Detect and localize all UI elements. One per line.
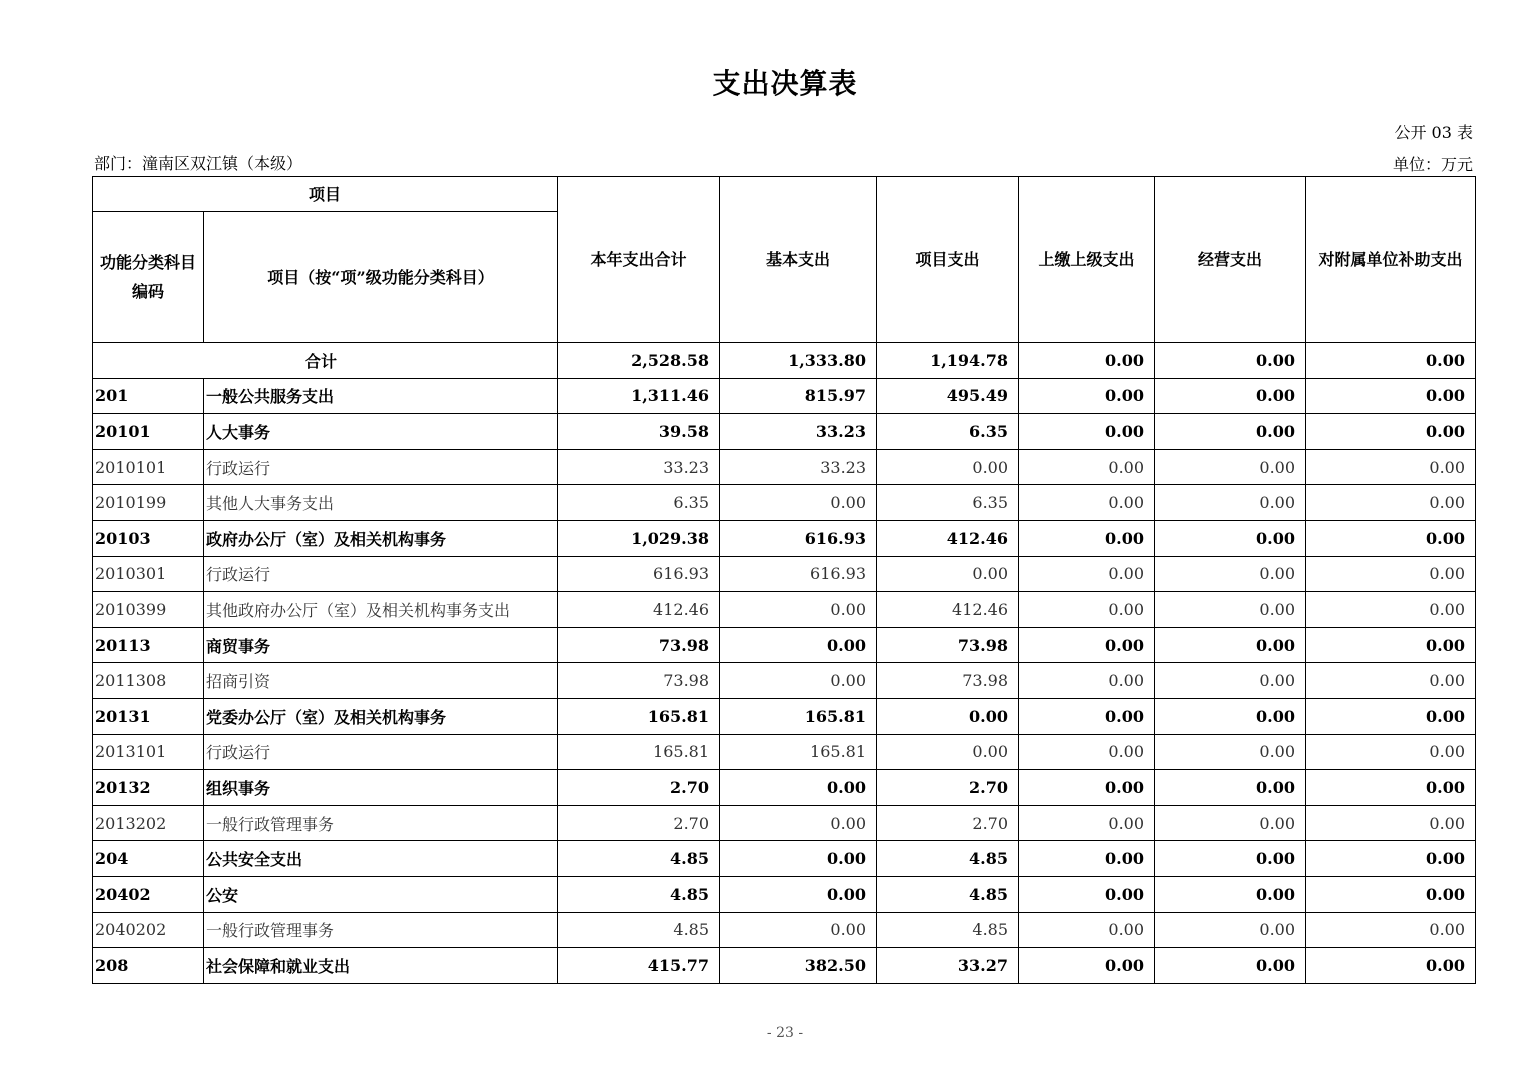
cell-name: 公共安全支出: [204, 841, 558, 877]
cell-basic: 165.81: [720, 698, 877, 734]
cell-name: 公安: [204, 876, 558, 912]
cell-business: 0.00: [1155, 414, 1306, 450]
cell-business: 0.00: [1155, 663, 1306, 699]
cell-project: 412.46: [877, 592, 1019, 628]
cell-business: 0.00: [1155, 770, 1306, 806]
cell-name: 政府办公厅（室）及相关机构事务: [204, 520, 558, 556]
table-row: [93, 485, 1476, 521]
cell-upper: 0.00: [1019, 770, 1155, 806]
cell-basic: 382.50: [720, 948, 877, 984]
table-row: [93, 698, 1476, 734]
table-row: [93, 520, 1476, 556]
cell-code: 20131: [93, 698, 204, 734]
cell-code: 20101: [93, 414, 204, 450]
total-total: 2,528.58: [558, 343, 720, 379]
cell-project: 73.98: [877, 627, 1019, 663]
cell-name: 行政运行: [204, 449, 558, 485]
cell-project: 0.00: [877, 556, 1019, 592]
cell-code: 2011308: [93, 663, 204, 699]
cell-upper: 0.00: [1019, 948, 1155, 984]
cell-name: 社会保障和就业支出: [204, 948, 558, 984]
cell-basic: 0.00: [720, 841, 877, 877]
cell-name: 一般公共服务支出: [204, 378, 558, 414]
cell-business: 0.00: [1155, 876, 1306, 912]
cell-business: 0.00: [1155, 805, 1306, 841]
cell-subsidy: 0.00: [1306, 449, 1476, 485]
cell-code: 204: [93, 841, 204, 877]
table-row: [93, 841, 1476, 877]
cell-business: 0.00: [1155, 485, 1306, 521]
page-number: - 23 -: [766, 1025, 804, 1041]
cell-project: 495.49: [877, 378, 1019, 414]
cell-upper: 0.00: [1019, 378, 1155, 414]
cell-upper: 0.00: [1019, 734, 1155, 770]
expenditure-table: [92, 176, 1476, 984]
cell-code: 2013202: [93, 805, 204, 841]
table-row: [93, 627, 1476, 663]
cell-name: 人大事务: [204, 414, 558, 450]
cell-code: 2010301: [93, 556, 204, 592]
cell-total: 1,311.46: [558, 378, 720, 414]
cell-total: 4.85: [558, 841, 720, 877]
cell-upper: 0.00: [1019, 449, 1155, 485]
table-row: [93, 378, 1476, 414]
cell-name: 党委办公厅（室）及相关机构事务: [204, 698, 558, 734]
cell-upper: 0.00: [1019, 663, 1155, 699]
cell-total: 415.77: [558, 948, 720, 984]
cell-project: 6.35: [877, 485, 1019, 521]
cell-project: 4.85: [877, 876, 1019, 912]
cell-upper: 0.00: [1019, 556, 1155, 592]
cell-basic: 0.00: [720, 627, 877, 663]
cell-upper: 0.00: [1019, 485, 1155, 521]
cell-total: 616.93: [558, 556, 720, 592]
unit-label: 单位：万元: [1392, 155, 1473, 174]
cell-project: 2.70: [877, 770, 1019, 806]
header-upper: 上缴上级支出: [1019, 177, 1155, 343]
cell-business: 0.00: [1155, 841, 1306, 877]
table-row: [93, 449, 1476, 485]
cell-basic: 0.00: [720, 592, 877, 628]
cell-basic: 0.00: [720, 770, 877, 806]
cell-code: 2040202: [93, 912, 204, 948]
cell-name: 行政运行: [204, 734, 558, 770]
table-row: [93, 592, 1476, 628]
cell-name: 行政运行: [204, 556, 558, 592]
cell-code: 20132: [93, 770, 204, 806]
cell-project: 0.00: [877, 698, 1019, 734]
cell-total: 2.70: [558, 770, 720, 806]
cell-business: 0.00: [1155, 948, 1306, 984]
cell-upper: 0.00: [1019, 592, 1155, 628]
cell-business: 0.00: [1155, 556, 1306, 592]
cell-subsidy: 0.00: [1306, 414, 1476, 450]
cell-name: 招商引资: [204, 663, 558, 699]
cell-basic: 0.00: [720, 805, 877, 841]
cell-upper: 0.00: [1019, 698, 1155, 734]
cell-total: 39.58: [558, 414, 720, 450]
cell-basic: 0.00: [720, 663, 877, 699]
cell-upper: 0.00: [1019, 627, 1155, 663]
cell-basic: 616.93: [720, 556, 877, 592]
cell-business: 0.00: [1155, 627, 1306, 663]
cell-code: 2013101: [93, 734, 204, 770]
cell-basic: 0.00: [720, 912, 877, 948]
cell-subsidy: 0.00: [1306, 876, 1476, 912]
cell-basic: 616.93: [720, 520, 877, 556]
cell-basic: 33.23: [720, 449, 877, 485]
department-label: 部门：潼南区双江镇（本级）: [94, 154, 303, 173]
cell-total: 4.85: [558, 912, 720, 948]
cell-project: 2.70: [877, 805, 1019, 841]
cell-total: 33.23: [558, 449, 720, 485]
cell-code: 201: [93, 378, 204, 414]
cell-subsidy: 0.00: [1306, 520, 1476, 556]
cell-subsidy: 0.00: [1306, 663, 1476, 699]
total-label: 合计: [93, 343, 558, 379]
header-name: 项目（按“项”级功能分类科目）: [204, 212, 558, 343]
cell-project: 412.46: [877, 520, 1019, 556]
table-row: [93, 805, 1476, 841]
cell-basic: 33.23: [720, 414, 877, 450]
cell-subsidy: 0.00: [1306, 627, 1476, 663]
header-basic: 基本支出: [720, 177, 877, 343]
header-total: 本年支出合计: [558, 177, 720, 343]
cell-total: 412.46: [558, 592, 720, 628]
cell-code: 20103: [93, 520, 204, 556]
cell-total: 6.35: [558, 485, 720, 521]
cell-total: 73.98: [558, 663, 720, 699]
cell-business: 0.00: [1155, 520, 1306, 556]
total-basic: 1,333.80: [720, 343, 877, 379]
cell-total: 2.70: [558, 805, 720, 841]
total-row: [93, 343, 1476, 379]
cell-subsidy: 0.00: [1306, 805, 1476, 841]
cell-project: 0.00: [877, 734, 1019, 770]
header-item-group: 项目: [93, 177, 558, 212]
cell-basic: 0.00: [720, 485, 877, 521]
cell-business: 0.00: [1155, 912, 1306, 948]
cell-code: 20402: [93, 876, 204, 912]
cell-name: 组织事务: [204, 770, 558, 806]
cell-total: 1,029.38: [558, 520, 720, 556]
cell-upper: 0.00: [1019, 520, 1155, 556]
cell-business: 0.00: [1155, 449, 1306, 485]
cell-code: 2010399: [93, 592, 204, 628]
cell-project: 73.98: [877, 663, 1019, 699]
table-row: [93, 770, 1476, 806]
cell-name: 一般行政管理事务: [204, 912, 558, 948]
table-row: [93, 556, 1476, 592]
table-row: [93, 876, 1476, 912]
cell-basic: 0.00: [720, 876, 877, 912]
cell-code: 2010199: [93, 485, 204, 521]
cell-code: 2010101: [93, 449, 204, 485]
table-row: [93, 663, 1476, 699]
cell-upper: 0.00: [1019, 414, 1155, 450]
total-upper: 0.00: [1019, 343, 1155, 379]
cell-subsidy: 0.00: [1306, 698, 1476, 734]
table-row: [93, 734, 1476, 770]
total-project: 1,194.78: [877, 343, 1019, 379]
cell-project: 6.35: [877, 414, 1019, 450]
cell-business: 0.00: [1155, 378, 1306, 414]
header-subsidy: 对附属单位补助支出: [1306, 177, 1476, 343]
cell-project: 4.85: [877, 841, 1019, 877]
table-row: [93, 948, 1476, 984]
cell-subsidy: 0.00: [1306, 841, 1476, 877]
header-business: 经营支出: [1155, 177, 1306, 343]
total-subsidy: 0.00: [1306, 343, 1476, 379]
cell-name: 一般行政管理事务: [204, 805, 558, 841]
cell-project: 33.27: [877, 948, 1019, 984]
table-row: [93, 414, 1476, 450]
cell-project: 0.00: [877, 449, 1019, 485]
header-code: 功能分类科目编码: [93, 212, 204, 343]
cell-total: 73.98: [558, 627, 720, 663]
cell-name: 其他政府办公厅（室）及相关机构事务支出: [204, 592, 558, 628]
cell-business: 0.00: [1155, 734, 1306, 770]
total-business: 0.00: [1155, 343, 1306, 379]
form-number: 公开 03 表: [1394, 123, 1473, 142]
cell-upper: 0.00: [1019, 841, 1155, 877]
cell-upper: 0.00: [1019, 912, 1155, 948]
cell-subsidy: 0.00: [1306, 556, 1476, 592]
header-project: 项目支出: [877, 177, 1019, 343]
cell-business: 0.00: [1155, 698, 1306, 734]
cell-business: 0.00: [1155, 592, 1306, 628]
page-title: 支出决算表: [712, 67, 858, 100]
cell-total: 165.81: [558, 734, 720, 770]
cell-basic: 815.97: [720, 378, 877, 414]
cell-subsidy: 0.00: [1306, 485, 1476, 521]
cell-subsidy: 0.00: [1306, 378, 1476, 414]
cell-total: 4.85: [558, 876, 720, 912]
cell-project: 4.85: [877, 912, 1019, 948]
cell-total: 165.81: [558, 698, 720, 734]
cell-name: 商贸事务: [204, 627, 558, 663]
cell-subsidy: 0.00: [1306, 592, 1476, 628]
cell-subsidy: 0.00: [1306, 948, 1476, 984]
cell-code: 208: [93, 948, 204, 984]
cell-subsidy: 0.00: [1306, 912, 1476, 948]
cell-upper: 0.00: [1019, 805, 1155, 841]
cell-subsidy: 0.00: [1306, 770, 1476, 806]
cell-upper: 0.00: [1019, 876, 1155, 912]
cell-name: 其他人大事务支出: [204, 485, 558, 521]
table-row: [93, 912, 1476, 948]
cell-code: 20113: [93, 627, 204, 663]
cell-basic: 165.81: [720, 734, 877, 770]
cell-subsidy: 0.00: [1306, 734, 1476, 770]
